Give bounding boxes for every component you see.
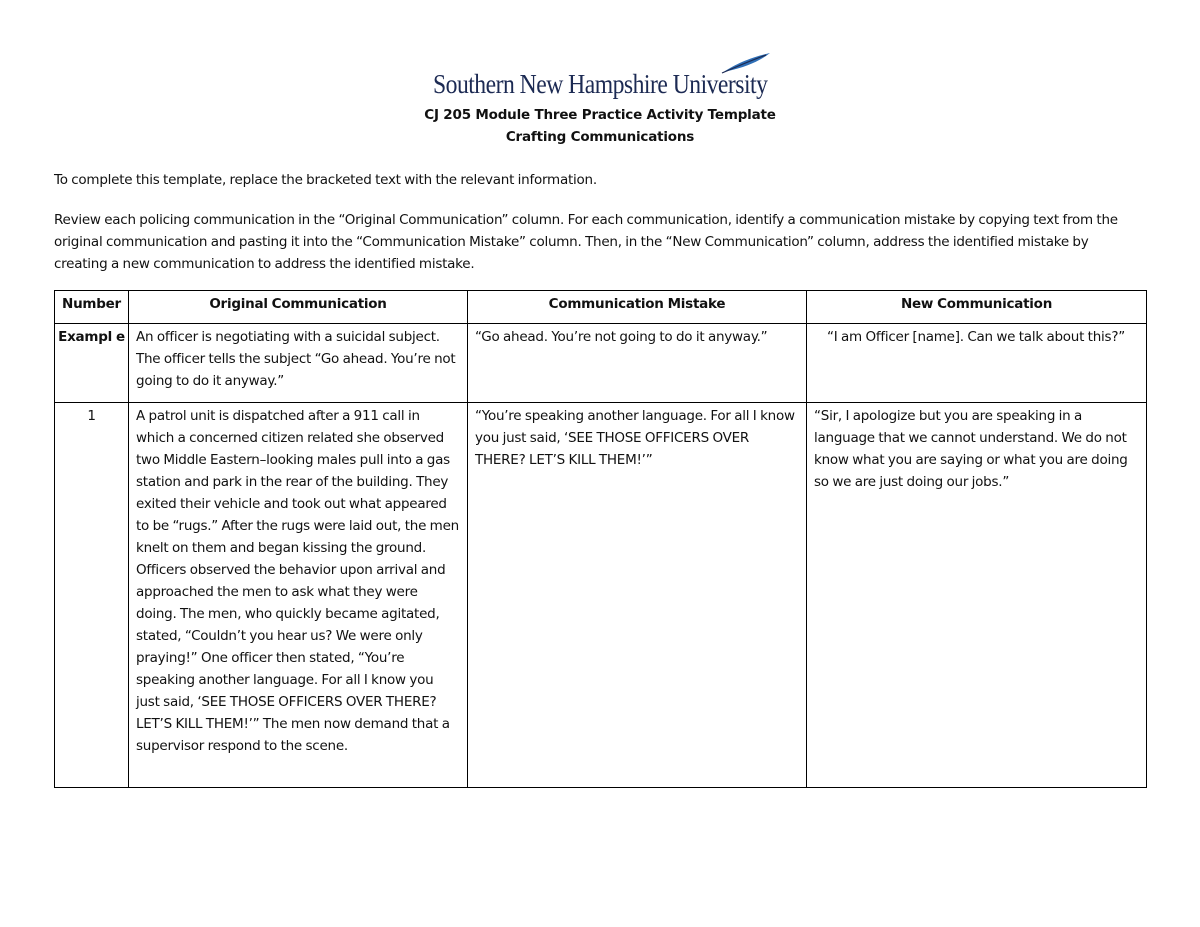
document-title: CJ 205 Module Three Practice Activity Template <box>424 107 776 123</box>
university-logo <box>433 52 773 102</box>
new-communication-cell: “Sir, I apologize but you are speaking in a language that we cannot understand. We do not know what you are saying or what you are doing so we are just doing our jobs.” <box>807 403 1147 788</box>
row-number: Exampl e <box>55 324 129 403</box>
new-communication-cell: “I am Officer [name]. Can we talk about this?” <box>807 324 1147 403</box>
header-original-communication: Original Communication <box>129 291 468 324</box>
table-row <box>55 324 1147 403</box>
instruction-line: To complete this template, replace the bracketed text with the relevant information. <box>54 172 597 188</box>
communication-mistake-cell: “You’re speaking another language. For all I know you just said, ‘SEE THOSE OFFICERS OVER THERE? LET’S KILL THEM!’” <box>468 403 807 788</box>
original-communication-cell: An officer is negotiating with a suicidal subject. The officer tells the subject “Go ahead. You’re not going to do it anyway.” <box>129 324 468 403</box>
table-header-row <box>55 291 1147 324</box>
document-subtitle: Crafting Communications <box>505 129 695 145</box>
instruction-paragraph: Review each policing communication in the “Original Communication” column. For each communication, identify a communication mistake by copying text from the original communication and pasting it into the “Communication Mistake” column. Then, in the “New Communication” column, address the identified mistake by creating a new communication to address the identified mistake. <box>54 212 1118 272</box>
header-new-communication: New Communication <box>807 291 1147 324</box>
communications-table <box>54 290 1147 788</box>
feather-icon <box>720 52 772 74</box>
header-number: Number <box>55 291 129 324</box>
original-communication-cell: A patrol unit is dispatched after a 911 call in which a concerned citizen related she observed two Middle Eastern–looking males pull into a gas station and park in the rear of the building. They exited their vehicle and took out what appeared to be “rugs.” After the rugs were laid out, the men knelt on them and began kissing the ground. Officers observed the behavior upon arrival and approached the men to ask what they were doing. The men, who quickly became agitated, stated, “Couldn’t you hear us? We were only praying!” One officer then stated, “You’re speaking another language. For all I know you just said, ‘SEE THOSE OFFICERS OVER THERE? LET’S KILL THEM!’” The men now demand that a supervisor respond to the scene. <box>129 403 468 788</box>
header-communication-mistake: Communication Mistake <box>468 291 807 324</box>
communication-mistake-cell: “Go ahead. You’re not going to do it anyway.” <box>468 324 807 403</box>
table-row <box>55 403 1147 788</box>
logo-wordmark: Southern New Hampshire University <box>433 68 768 99</box>
row-number: 1 <box>55 403 129 788</box>
